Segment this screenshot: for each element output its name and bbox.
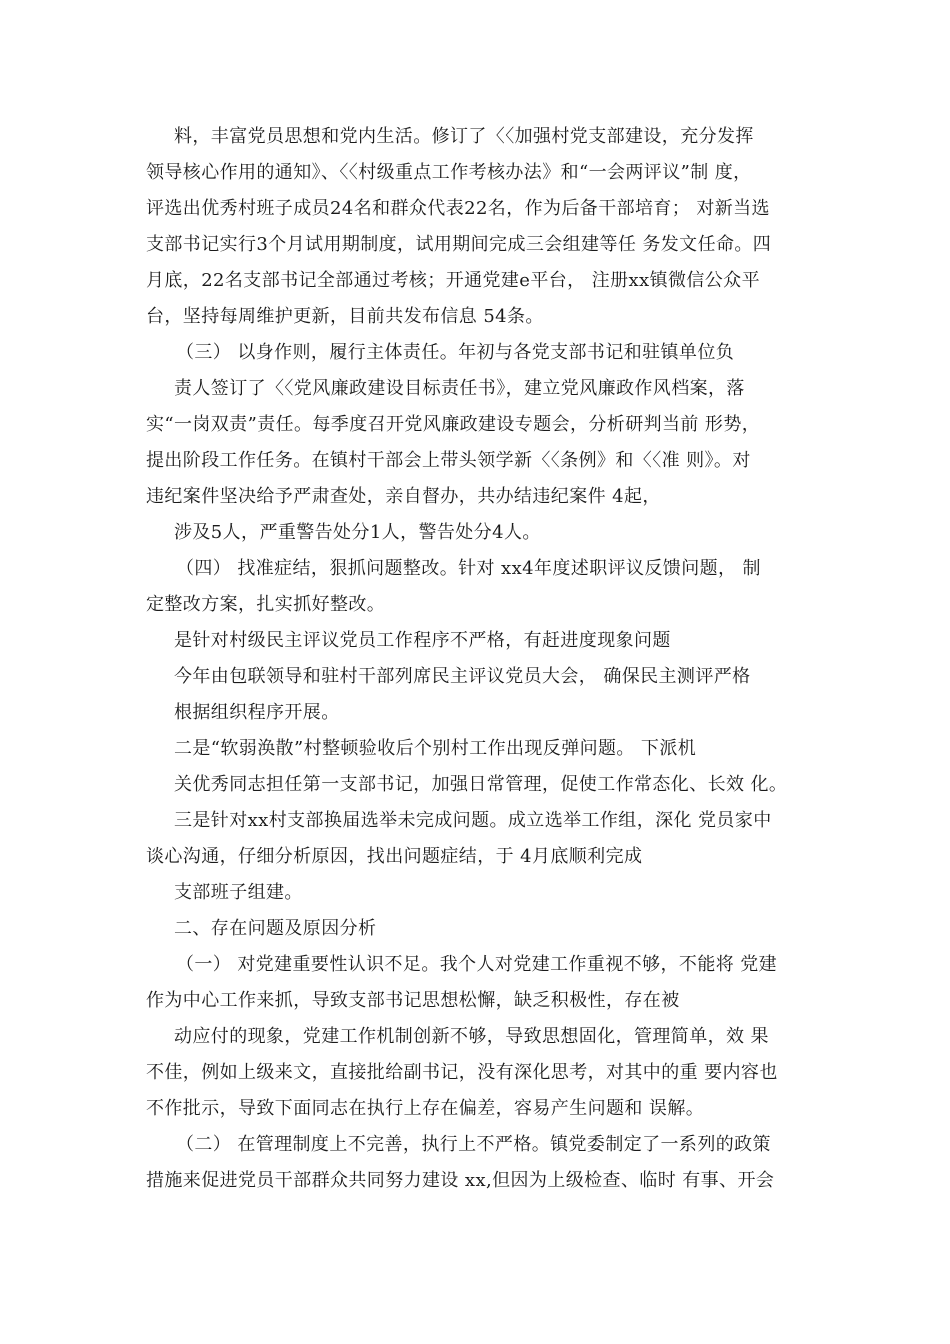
text-line: 责人签订了〈〈党风廉政建设目标责任书》，建立党风廉政作风档案，落 <box>174 378 745 399</box>
text-line: 领导核心作用的通知》、〈〈村级重点工作考核办法》和“一会两评议”制 度， <box>146 162 752 183</box>
text-line: 支部书记实行3个月试用期制度，试用期间完成三会组建等任 务发文任命。四 <box>146 234 772 255</box>
text-line: 措施来促进党员干部群众共同努力建设 xx,但因为上级检查、临时 有事、开会 <box>146 1170 775 1191</box>
text-line: 今年由包联领导和驻村干部列席民主评议党员大会， 确保民主测评严格 <box>174 666 751 687</box>
text-line: 定整改方案，扎实抓好整改。 <box>146 594 386 615</box>
text-line: 不佳，例如上级来文，直接批给副书记，没有深化思考，对其中的重 要内容也 <box>146 1062 778 1083</box>
text-line: 违纪案件坚决给予严肃查处，亲自督办，共办结违纪案件 4起， <box>146 486 661 507</box>
text-line: 二是“软弱涣散”村整顿验收后个别村工作出现反弹问题。 下派机 <box>174 738 697 759</box>
text-line: 不作批示，导致下面同志在执行上存在偏差，容易产生问题和 误解。 <box>146 1098 705 1119</box>
text-line: （一） 对党建重要性认识不足。我个人对党建工作重视不够，不能将 党建 <box>176 954 778 975</box>
text-line: 实“一岗双责”责任。每季度召开党风廉政建设专题会，分析研判当前 形势， <box>146 414 761 435</box>
text-line: 料，丰富党员思想和党内生活。修订了〈〈加强村党支部建设，充分发挥 <box>174 126 754 147</box>
text-line: 作为中心工作来抓，导致支部书记思想松懈，缺乏积极性，存在被 <box>146 990 680 1011</box>
text-line: 月底，22名支部书记全部通过考核；开通党建e平台， 注册xx镇微信公众平 <box>146 270 760 291</box>
text-line: （二） 在管理制度上不完善，执行上不严格。镇党委制定了一系列的政策 <box>176 1134 771 1155</box>
text-line: 涉及5人，严重警告处分1人，警告处分4人。 <box>174 522 541 543</box>
text-line: 支部班子组建。 <box>174 882 303 903</box>
text-line: 三是针对xx村支部换届选举未完成问题。成立选举工作组，深化 党员家中 <box>174 810 772 831</box>
text-line: 是针对村级民主评议党员工作程序不严格，有赶进度现象问题 <box>174 630 671 651</box>
text-line: 动应付的现象，党建工作机制创新不够，导致思想固化，管理简单，效 果 <box>174 1026 769 1047</box>
text-line: （四） 找准症结，狠抓问题整改。针对 xx4年度述职评议反馈问题， 制 <box>176 558 761 579</box>
text-line: 根据组织程序开展。 <box>174 702 340 723</box>
section-heading: 二、存在问题及原因分析 <box>174 918 377 939</box>
text-line: 台，坚持每周维护更新，目前共发布信息 54条。 <box>146 306 544 327</box>
text-line: 评选出优秀村班子成员24名和群众代表22名，作为后备干部培育； 对新当选 <box>146 198 770 219</box>
text-line: 谈心沟通，仔细分析原因，找出问题症结，于 4月底顺利完成 <box>146 846 643 867</box>
text-line: 关优秀同志担任第一支部书记，加强日常管理，促使工作常态化、长效 化。 <box>174 774 788 795</box>
text-line: 提出阶段工作任务。在镇村干部会上带头领学新〈〈条例》和〈〈准 则》。对 <box>146 450 751 471</box>
text-line: （三） 以身作则，履行主体责任。年初与各党支部书记和驻镇单位负 <box>176 342 735 363</box>
